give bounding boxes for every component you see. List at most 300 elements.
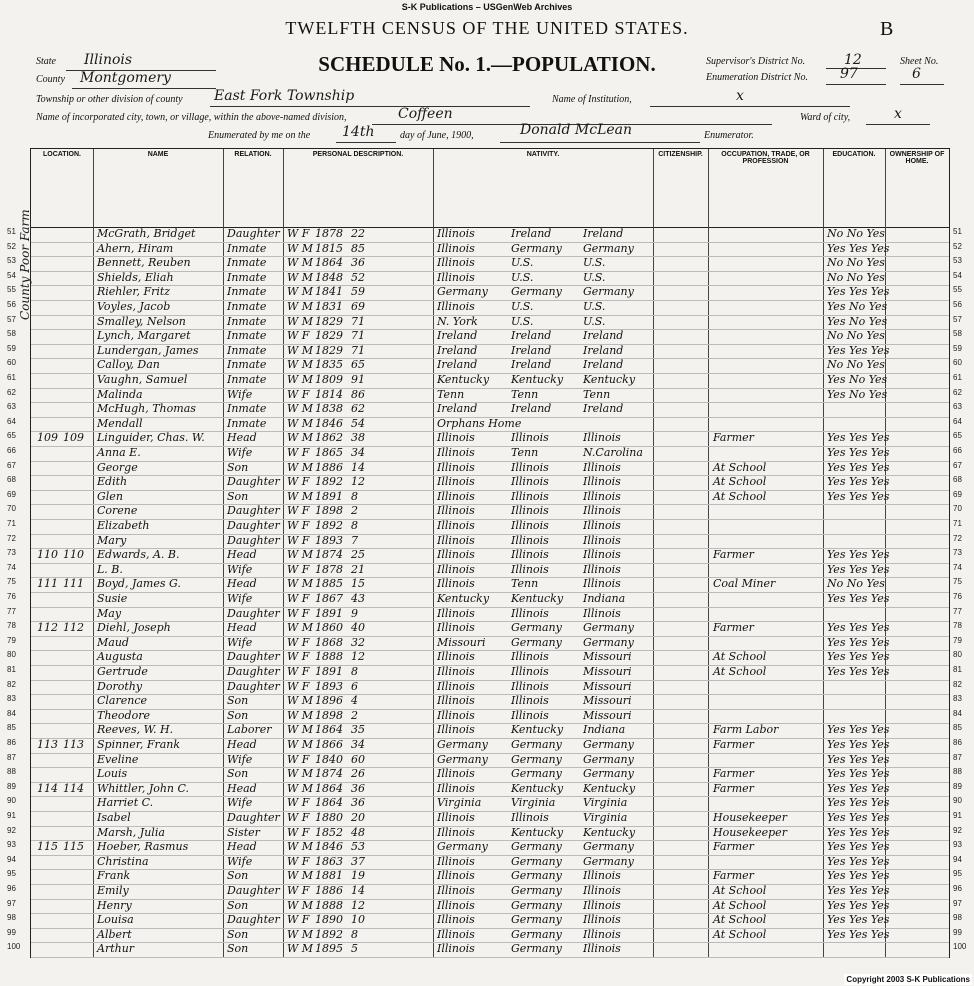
cell-fbp: Germany — [511, 767, 562, 781]
cell-fbp: U.S. — [511, 314, 534, 328]
group-education: EDUCATION. — [832, 151, 876, 158]
table-row — [7, 840, 962, 856]
row-number: 92 — [7, 825, 16, 835]
cell-edu: Yes Yes Yes — [827, 884, 890, 897]
cell-sex: W M — [287, 285, 314, 299]
cell-age: 40 — [351, 621, 365, 635]
row-number: 71 — [7, 519, 16, 528]
cell-occ: Farmer — [713, 869, 754, 883]
cell-mbp: Germany — [583, 854, 634, 868]
cell-yr: 1864 — [315, 723, 343, 737]
row-number: 95 — [7, 869, 16, 879]
cell-mbp: Virginia — [583, 811, 628, 824]
cell-mbp: U.S. — [583, 270, 606, 284]
cell-name: Dorothy — [97, 679, 143, 693]
cell-mbp: Missouri — [583, 694, 632, 708]
cell-age: 2 — [351, 708, 358, 722]
cell-yr: 1814 — [315, 387, 343, 401]
cell-yr: 1829 — [315, 329, 343, 343]
cell-dw: 114 — [37, 781, 58, 795]
cell-edu: Yes Yes Yes — [827, 665, 890, 678]
cell-yr: 1863 — [315, 854, 343, 868]
cell-rel: Wife — [227, 592, 253, 605]
cell-sex: W F — [287, 635, 310, 649]
cell-rel: Inmate — [227, 300, 267, 313]
incorporated-label: Name of incorporated city, town, or village, within the above-named division, — [36, 112, 347, 123]
cell-occ: Housekeeper — [713, 825, 787, 839]
cell-sex: W F — [287, 811, 310, 824]
cell-name: Shields, Eliah — [97, 270, 174, 284]
cell-rel: Inmate — [227, 270, 267, 284]
cell-edu: Yes Yes Yes — [827, 621, 890, 635]
row-number: 70 — [7, 504, 16, 514]
row-number-right: 98 — [953, 913, 962, 923]
cell-name: Spinner, Frank — [97, 738, 181, 751]
cell-edu: Yes Yes Yes — [827, 811, 890, 824]
row-number-right: 99 — [953, 927, 962, 937]
row-number-right: 72 — [953, 533, 962, 543]
cell-yr: 1881 — [315, 869, 343, 883]
cell-mbp: Ireland — [583, 358, 624, 372]
row-number: 79 — [7, 635, 16, 645]
cell-sex: W F — [287, 387, 310, 401]
cell-age: 12 — [351, 650, 365, 664]
table-row — [7, 811, 962, 827]
cell-name: Clarence — [97, 694, 148, 708]
table-row — [7, 708, 962, 725]
cell-rel: Son — [227, 869, 249, 883]
cell-sex: W F — [287, 665, 310, 678]
cell-mbp: Illinois — [583, 475, 621, 489]
row-number: 53 — [7, 256, 16, 266]
cell-bp: Illinois — [437, 256, 475, 270]
cell-occ: Farmer — [713, 548, 754, 562]
cell-fbp: Virginia — [511, 796, 556, 810]
cell-fbp: Illinois — [511, 606, 549, 620]
cell-rel: Son — [227, 767, 249, 781]
cell-name: Edith — [97, 475, 128, 489]
table-row — [7, 577, 962, 593]
cell-rel: Wife — [227, 796, 253, 810]
cell-fbp: Illinois — [511, 708, 549, 722]
cell-age: 2 — [351, 504, 358, 518]
cell-fbp: Ireland — [511, 358, 552, 372]
cell-fbp: Kentucky — [511, 825, 564, 839]
cell-edu: Yes Yes Yes — [827, 854, 890, 868]
cell-bp: Illinois — [437, 475, 475, 489]
cell-name: Marsh, Julia — [97, 825, 165, 839]
cell-fbp: Germany — [511, 241, 562, 255]
row-number-right: 85 — [953, 723, 962, 733]
cell-age: 34 — [351, 738, 365, 751]
cell-yr: 1892 — [315, 475, 343, 489]
table-row — [7, 898, 962, 915]
row-number: 85 — [7, 723, 16, 733]
cell-yr: 1892 — [315, 519, 343, 532]
table-row — [7, 314, 962, 331]
cell-bp: Illinois — [437, 300, 475, 313]
row-number-right: 79 — [953, 635, 962, 645]
cell-fbp: Germany — [511, 869, 562, 883]
cell-bp: Illinois — [437, 927, 475, 941]
row-number-right: 67 — [953, 460, 962, 470]
cell-sex: W F — [287, 446, 310, 459]
cell-bp: Ireland — [437, 329, 478, 343]
cell-edu: Yes Yes Yes — [827, 285, 890, 299]
table-row — [7, 227, 962, 243]
cell-age: 52 — [351, 270, 365, 284]
row-number: 69 — [7, 489, 16, 499]
cell-sex: W M — [287, 343, 314, 357]
cell-rel: Daughter — [227, 811, 280, 824]
cell-yr: 1874 — [315, 548, 343, 562]
cell-age: 8 — [351, 519, 358, 532]
cell-fbp: Kentucky — [511, 592, 564, 605]
cell-sex: W F — [287, 329, 310, 343]
cell-yr: 1891 — [315, 606, 343, 620]
cell-name: Augusta — [97, 650, 143, 664]
row-number-right: 93 — [953, 840, 962, 850]
cell-age: 8 — [351, 489, 358, 503]
cell-mbp: Germany — [583, 840, 634, 854]
cell-bp: Germany — [437, 738, 488, 751]
cell-bp: N. York — [437, 314, 478, 328]
supervisor-value: 12 — [844, 52, 862, 68]
cell-yr: 1886 — [315, 460, 343, 474]
census-title: TWELFTH CENSUS OF THE UNITED STATES. — [285, 18, 689, 38]
cell-name: Lynch, Margaret — [97, 329, 191, 343]
row-number: 56 — [7, 300, 16, 309]
cell-occ: At School — [713, 898, 767, 912]
cell-sex: W M — [287, 300, 314, 313]
state-value: Illinois — [84, 52, 133, 68]
row-number: 88 — [7, 767, 16, 777]
row-number-right: 95 — [953, 869, 962, 879]
cell-bp: Illinois — [437, 227, 475, 240]
cell-sex: W F — [287, 592, 310, 605]
cell-mbp: Illinois — [583, 533, 621, 547]
row-number: 82 — [7, 679, 16, 689]
cell-name: Boyd, James G. — [97, 577, 181, 591]
cell-sex: W M — [287, 256, 314, 270]
cell-rel: Daughter — [227, 665, 280, 678]
cell-sex: W M — [287, 270, 314, 284]
row-number-right: 61 — [953, 373, 962, 382]
row-number: 96 — [7, 884, 16, 893]
cell-bp: Ireland — [437, 343, 478, 357]
table-row — [7, 869, 962, 885]
cell-bp: Illinois — [437, 898, 475, 912]
cell-bp: Illinois — [437, 942, 475, 956]
cell-edu: Yes Yes Yes — [827, 592, 890, 605]
sheet-no-label: Sheet No. — [900, 56, 939, 67]
cell-bp: Illinois — [437, 854, 475, 868]
cell-age: 32 — [351, 635, 365, 649]
row-number: 64 — [7, 416, 16, 426]
cell-yr: 1865 — [315, 446, 343, 459]
cell-fbp: Germany — [511, 913, 562, 927]
cell-age: 12 — [351, 898, 365, 912]
cell-name: Gertrude — [97, 665, 148, 678]
group-citizenship: CITIZENSHIP. — [658, 151, 703, 158]
cell-edu: Yes Yes Yes — [827, 650, 890, 664]
cell-bp: Illinois — [437, 869, 475, 883]
table-row — [7, 913, 962, 929]
row-number-right: 55 — [953, 285, 962, 295]
row-number-right: 53 — [953, 256, 962, 266]
cell-sex: W M — [287, 460, 314, 474]
table-row — [7, 285, 962, 301]
row-number: 55 — [7, 285, 16, 295]
cell-mbp: Illinois — [583, 504, 621, 518]
cell-bp: Illinois — [437, 708, 475, 722]
table-row — [7, 548, 962, 564]
cell-yr: 1829 — [315, 314, 343, 328]
cell-rel: Inmate — [227, 373, 267, 386]
cell-mbp: Indiana — [583, 592, 626, 605]
cell-rel: Wife — [227, 562, 253, 576]
cell-bp: Virginia — [437, 796, 482, 810]
cell-edu: Yes Yes Yes — [827, 489, 890, 503]
cell-mbp: Ireland — [583, 329, 624, 343]
row-number-right: 78 — [953, 621, 962, 631]
row-number-right: 60 — [953, 358, 962, 368]
cell-name: Albert — [97, 927, 132, 941]
cell-age: 36 — [351, 796, 365, 810]
cell-age: 26 — [351, 767, 365, 781]
cell-age: 37 — [351, 854, 365, 868]
source-line: S-K Publications – USGenWeb Archives — [401, 2, 573, 12]
row-number-right: 58 — [953, 329, 962, 339]
cell-yr: 1835 — [315, 358, 343, 372]
cell-mbp: Illinois — [583, 577, 621, 591]
cell-yr: 1891 — [315, 665, 343, 678]
row-number: 81 — [7, 665, 16, 674]
cell-age: 10 — [351, 913, 365, 927]
cell-occ: At School — [713, 913, 767, 927]
cell-age: 15 — [351, 577, 365, 591]
cell-mbp: Illinois — [583, 898, 621, 912]
cell-fbp: Illinois — [511, 475, 549, 489]
cell-age: 69 — [351, 300, 365, 313]
cell-yr: 1848 — [315, 270, 343, 284]
cell-fbp: Kentucky — [511, 373, 564, 386]
cell-yr: 1878 — [315, 227, 343, 240]
cell-sex: W F — [287, 825, 310, 839]
table-row — [7, 796, 962, 812]
cell-yr: 1840 — [315, 752, 343, 766]
cell-mbp: Ireland — [583, 227, 624, 240]
cell-rel: Inmate — [227, 285, 267, 299]
cell-bp: Illinois — [437, 562, 475, 576]
cell-name: Frank — [97, 869, 131, 883]
table-row — [7, 592, 962, 608]
cell-occ: At School — [713, 665, 767, 678]
table-row — [7, 387, 962, 404]
cell-bp: Illinois — [437, 460, 475, 474]
cell-mbp: Illinois — [583, 869, 621, 883]
cell-sex: W F — [287, 504, 310, 518]
cell-bp: Illinois — [437, 679, 475, 693]
cell-rel: Son — [227, 942, 249, 956]
enumerator-name: Donald McLean — [520, 122, 633, 138]
cell-yr: 1885 — [315, 577, 343, 591]
cell-age: 48 — [351, 825, 365, 839]
cell-yr: 1892 — [315, 927, 343, 941]
cell-bp: Orphans Home — [437, 416, 522, 430]
cell-fbp: U.S. — [511, 256, 534, 270]
cell-age: 8 — [351, 927, 358, 941]
cell-bp: Illinois — [437, 694, 475, 708]
cell-fbp: Tenn — [511, 446, 539, 459]
cell-mbp: Missouri — [583, 650, 632, 664]
table-row — [7, 533, 962, 550]
cell-fbp: Illinois — [511, 431, 549, 445]
cell-dw: 111 — [37, 577, 58, 591]
cell-rel: Son — [227, 927, 249, 941]
cell-fbp: Illinois — [511, 548, 549, 562]
cell-edu: No No Yes — [827, 358, 885, 372]
cell-rel: Wife — [227, 446, 253, 459]
cell-bp: Illinois — [437, 665, 475, 678]
row-number: 90 — [7, 796, 16, 806]
table-row — [7, 373, 962, 389]
cell-edu: No No Yes — [827, 270, 885, 284]
cell-sex: W M — [287, 241, 314, 255]
cell-yr: 1880 — [315, 811, 343, 824]
cell-fbp: Illinois — [511, 489, 549, 503]
cell-name: Christina — [97, 854, 149, 868]
cell-edu: Yes Yes Yes — [827, 825, 890, 839]
row-number: 72 — [7, 533, 16, 543]
group-occupation: OCCUPATION, TRADE, OR PROFESSION — [721, 151, 810, 165]
cell-rel: Inmate — [227, 358, 267, 372]
group-relation: RELATION. — [234, 151, 272, 158]
cell-rel: Wife — [227, 854, 253, 868]
cell-bp: Illinois — [437, 767, 475, 781]
cell-edu: Yes Yes Yes — [827, 460, 890, 474]
cell-sex: W F — [287, 913, 310, 927]
row-number: 83 — [7, 694, 16, 704]
cell-mbp: Kentucky — [583, 825, 636, 839]
cell-sex: W M — [287, 416, 314, 430]
cell-rel: Daughter — [227, 227, 280, 240]
cell-fbp: Germany — [511, 738, 562, 751]
cell-fbp: Germany — [511, 635, 562, 649]
table-row — [7, 723, 962, 739]
cell-dw: 113 — [37, 738, 58, 751]
cell-name: Isabel — [97, 811, 131, 824]
cell-name: George — [97, 460, 138, 474]
cell-age: 14 — [351, 460, 365, 474]
county-value: Montgomery — [80, 70, 171, 86]
row-number-right: 54 — [953, 270, 962, 280]
cell-name: Theodore — [97, 708, 150, 722]
cell-bp: Illinois — [437, 606, 475, 620]
cell-age: 5 — [351, 942, 358, 956]
cell-edu: No No Yes — [827, 329, 885, 343]
cell-edu: No No Yes — [827, 256, 885, 270]
cell-fbp: Illinois — [511, 460, 549, 474]
cell-fbp: Germany — [511, 840, 562, 854]
row-number: 98 — [7, 913, 16, 923]
cell-rel: Daughter — [227, 679, 280, 693]
cell-yr: 1893 — [315, 679, 343, 693]
row-number: 97 — [7, 898, 16, 908]
table-row — [7, 300, 962, 316]
group-location: LOCATION. — [43, 151, 81, 158]
row-number-right: 56 — [953, 300, 962, 309]
cell-occ: Farmer — [713, 840, 754, 854]
cell-rel: Head — [227, 840, 257, 854]
cell-yr: 1886 — [315, 884, 343, 897]
cell-rel: Head — [227, 781, 257, 795]
cell-edu: Yes Yes Yes — [827, 913, 890, 927]
cell-fbp: Illinois — [511, 811, 549, 824]
cell-sex: W M — [287, 373, 314, 386]
row-number-right: 75 — [953, 577, 962, 587]
cell-rel: Wife — [227, 387, 253, 401]
cell-age: 38 — [351, 431, 365, 445]
cell-sex: W F — [287, 650, 310, 664]
cell-sex: W M — [287, 898, 314, 912]
cell-name: McGrath, Bridget — [97, 227, 196, 240]
row-number-right: 91 — [953, 811, 962, 820]
cell-mbp: Illinois — [583, 548, 621, 562]
cell-sex: W M — [287, 781, 314, 795]
cell-age: 22 — [351, 227, 365, 240]
cell-rel: Sister — [227, 825, 260, 839]
group-ownership: OWNERSHIP OF HOME. — [889, 151, 945, 165]
cell-age: 54 — [351, 416, 365, 430]
cell-mbp: Illinois — [583, 489, 621, 503]
cell-name: Diehl, Joseph — [97, 621, 171, 635]
table-row — [7, 504, 962, 520]
cell-bp: Illinois — [437, 533, 475, 547]
cell-edu: Yes Yes Yes — [827, 548, 890, 562]
cell-edu: Yes Yes Yes — [827, 840, 890, 854]
table-row — [7, 606, 962, 623]
row-number: 87 — [7, 752, 16, 762]
cell-fbp: Tenn — [511, 577, 539, 591]
cell-sex: W F — [287, 475, 310, 489]
row-number: 61 — [7, 373, 16, 382]
table-row — [7, 270, 962, 287]
row-number: 93 — [7, 840, 16, 850]
cell-age: 36 — [351, 781, 365, 795]
row-number-right: 68 — [953, 475, 962, 485]
cell-sex: W F — [287, 796, 310, 810]
cell-fbp: Illinois — [511, 504, 549, 518]
cell-mbp: Germany — [583, 285, 634, 299]
cell-mbp: Illinois — [583, 519, 621, 532]
cell-sex: W M — [287, 694, 314, 708]
table-row — [7, 358, 962, 374]
cell-dw: 110 — [37, 548, 58, 562]
cell-rel: Inmate — [227, 343, 267, 357]
cell-name: Louisa — [97, 913, 134, 927]
cell-rel: Inmate — [227, 314, 267, 328]
row-number: 86 — [7, 738, 16, 747]
cell-fam: 110 — [63, 548, 84, 562]
cell-sex: W F — [287, 752, 310, 766]
cell-mbp: Missouri — [583, 665, 632, 678]
cell-dw: 112 — [37, 621, 58, 635]
row-number: 58 — [7, 329, 16, 339]
cell-age: 71 — [351, 314, 365, 328]
cell-rel: Inmate — [227, 416, 267, 430]
cell-rel: Son — [227, 898, 249, 912]
